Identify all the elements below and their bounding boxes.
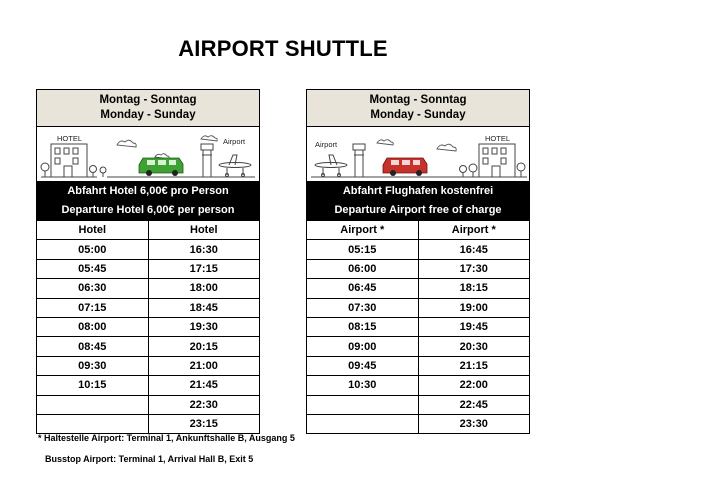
time-cell xyxy=(307,395,418,414)
time-cell: 10:30 xyxy=(307,376,418,395)
column-header: Airport * xyxy=(418,221,529,240)
table-row xyxy=(307,317,529,336)
airplane-icon xyxy=(315,155,347,177)
column-header: Airport * xyxy=(307,221,418,240)
table-row xyxy=(307,337,529,356)
departure-info-de: Abfahrt Hotel 6,00€ pro Person xyxy=(67,185,229,197)
table-row xyxy=(37,317,259,336)
hotel-icon xyxy=(41,144,97,177)
time-cell: 21:45 xyxy=(148,376,259,395)
table-row xyxy=(307,414,529,433)
table-row xyxy=(37,240,259,259)
time-cell: 05:15 xyxy=(307,240,418,259)
time-cell: 20:30 xyxy=(418,337,529,356)
time-cell: 08:15 xyxy=(307,317,418,336)
table-row xyxy=(37,376,259,395)
airplane-icon xyxy=(219,155,251,177)
days-en: Monday - Sunday xyxy=(100,109,196,121)
time-cell xyxy=(37,395,148,414)
time-cell: 23:30 xyxy=(418,414,529,433)
time-cell: 21:00 xyxy=(148,356,259,375)
time-cell: 07:15 xyxy=(37,298,148,317)
time-cell: 19:45 xyxy=(418,317,529,336)
table-row xyxy=(37,337,259,356)
table-row xyxy=(307,259,529,278)
table-row xyxy=(37,395,259,414)
time-cell: 09:30 xyxy=(37,356,148,375)
time-cell: 17:30 xyxy=(418,259,529,278)
days-header xyxy=(307,90,529,127)
control-tower-icon xyxy=(201,144,213,177)
time-cell: 18:00 xyxy=(148,279,259,298)
table-row xyxy=(37,356,259,375)
time-cell: 18:15 xyxy=(418,279,529,298)
time-cell: 05:45 xyxy=(37,259,148,278)
column-header: Hotel xyxy=(148,221,259,240)
table-row xyxy=(37,259,259,278)
airport-label: Airport xyxy=(315,140,338,149)
time-cell: 08:45 xyxy=(37,337,148,356)
cloud-icon xyxy=(117,136,217,159)
time-cell: 09:00 xyxy=(307,337,418,356)
footnote-en: Busstop Airport: Terminal 1, Arrival Hall B, Exit 5 xyxy=(45,454,254,464)
table-row xyxy=(307,356,529,375)
time-cell: 06:30 xyxy=(37,279,148,298)
departure-info-de: Abfahrt Flughafen kostenfrei xyxy=(342,185,494,197)
table-row xyxy=(307,298,529,317)
time-cell: 16:45 xyxy=(418,240,529,259)
time-cell: 19:30 xyxy=(148,317,259,336)
time-cell xyxy=(307,414,418,433)
airport-departures-card xyxy=(306,89,530,434)
time-cell xyxy=(37,414,148,433)
days-en: Monday - Sunday xyxy=(370,109,466,121)
time-cell: 17:15 xyxy=(148,259,259,278)
table-row xyxy=(307,376,529,395)
time-cell: 05:00 xyxy=(37,240,148,259)
table-header-row xyxy=(37,221,259,240)
shuttle-van-icon xyxy=(383,158,427,176)
departure-info-en: Departure Hotel 6,00€ per person xyxy=(61,204,235,216)
hotel-departures-card xyxy=(36,89,260,434)
timetable xyxy=(307,220,529,433)
column-header: Hotel xyxy=(37,221,148,240)
time-cell: 22:30 xyxy=(148,395,259,414)
time-cell: 18:45 xyxy=(148,298,259,317)
time-cell: 06:00 xyxy=(307,259,418,278)
time-cell: 07:30 xyxy=(307,298,418,317)
departure-info-band xyxy=(37,182,259,220)
days-de: Montag - Sonntag xyxy=(99,94,197,106)
hotel-label: HOTEL xyxy=(485,134,511,143)
departure-info-en: Departure Airport free of charge xyxy=(334,204,502,216)
cloud-icon xyxy=(377,140,456,151)
table-row xyxy=(307,395,529,414)
timetable xyxy=(37,220,259,433)
table-row xyxy=(307,240,529,259)
time-cell: 21:15 xyxy=(418,356,529,375)
time-cell: 06:45 xyxy=(307,279,418,298)
footnote-de: * Haltestelle Airport: Terminal 1, Ankunftshalle B, Ausgang 5 xyxy=(38,433,295,443)
departure-info-band xyxy=(307,182,529,220)
days-header xyxy=(37,90,259,127)
table-row xyxy=(37,279,259,298)
hotel-to-airport-illustration xyxy=(37,127,259,182)
table-header-row xyxy=(307,221,529,240)
time-cell: 20:15 xyxy=(148,337,259,356)
page-title: AIRPORT SHUTTLE xyxy=(178,36,388,61)
table-row xyxy=(37,298,259,317)
time-cell: 09:45 xyxy=(307,356,418,375)
time-cell: 08:00 xyxy=(37,317,148,336)
table-row xyxy=(307,279,529,298)
hotel-icon xyxy=(457,144,527,177)
time-cell: 22:45 xyxy=(418,395,529,414)
time-cell: 23:15 xyxy=(148,414,259,433)
hotel-label: HOTEL xyxy=(57,134,83,143)
time-cell: 19:00 xyxy=(418,298,529,317)
time-cell: 10:15 xyxy=(37,376,148,395)
days-de: Montag - Sonntag xyxy=(369,94,467,106)
control-tower-icon xyxy=(353,144,365,177)
airport-label: Airport xyxy=(223,137,246,146)
airport-to-hotel-illustration xyxy=(307,127,529,182)
table-row xyxy=(37,414,259,433)
time-cell: 22:00 xyxy=(418,376,529,395)
time-cell: 16:30 xyxy=(148,240,259,259)
shuttle-van-icon xyxy=(139,158,183,176)
